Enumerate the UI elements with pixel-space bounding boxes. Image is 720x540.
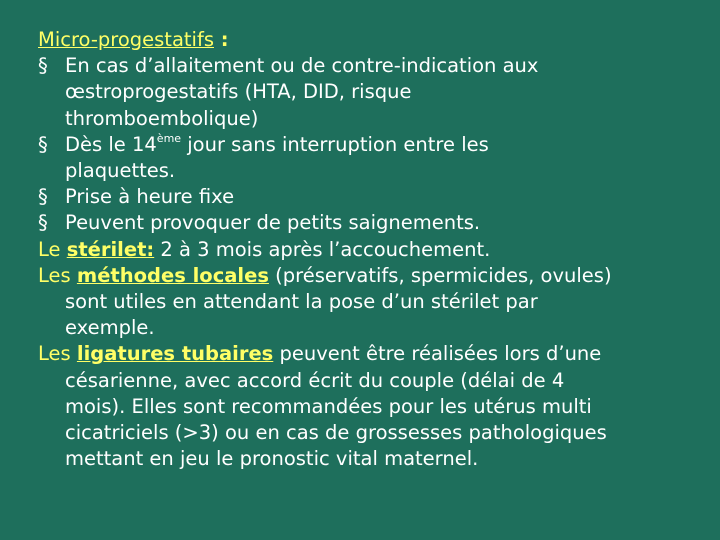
locales-text: (préservatifs, spermicides, ovules) <box>268 263 612 287</box>
heading-term: Micro-progestatifs <box>38 28 214 51</box>
bullet-text-line: thromboembolique) <box>65 106 259 130</box>
sterilet-paragraph <box>38 237 704 263</box>
bullet-text-line: En cas d’allaitement ou de contre-indication aux <box>65 54 539 78</box>
ligatures-text-line: mettant en jeu le pronostic vital maternel. <box>65 447 479 471</box>
bullet-item-saignements <box>38 210 704 236</box>
ligatures-tubaires-paragraph <box>38 341 704 472</box>
bullet-icon: § <box>38 54 48 78</box>
bullet-icon: § <box>38 132 48 156</box>
locales-term: méthodes locales <box>76 263 269 287</box>
sterilet-prefix: Le <box>38 237 67 261</box>
methodes-locales-paragraph <box>38 263 704 342</box>
micro-progestatifs-heading <box>38 27 704 53</box>
locales-prefix: Les <box>38 263 77 287</box>
locales-text-line: exemple. <box>65 316 155 340</box>
ligatures-text-line: cicatriciels (>3) ou en cas de grossesses pathologiques <box>65 421 607 445</box>
sterilet-text: 2 à 3 mois après l’accouchement. <box>154 237 491 261</box>
locales-text-line: sont utiles en attendant la pose d’un stérilet par <box>65 290 538 314</box>
bullet-text-line: Peuvent provoquer de petits saignements. <box>65 211 481 235</box>
ligatures-term: ligatures tubaires <box>76 342 274 366</box>
bullet-text-line: Prise à heure fixe <box>65 185 235 209</box>
bullet-icon: § <box>38 185 48 209</box>
bullet-item-14eme-jour <box>38 132 704 184</box>
bullet-item-heure-fixe <box>38 184 704 210</box>
bullet-text-line: plaquettes. <box>65 159 176 183</box>
bullet-text-sup: ème <box>156 131 182 145</box>
bullet-text-post: jour sans interruption entre les <box>181 132 489 156</box>
bullet-icon: § <box>38 211 48 235</box>
ligatures-text-line: césarienne, avec accord écrit du couple (délai de 4 <box>65 368 565 392</box>
ligatures-text: peuvent être réalisées lors d’une <box>273 342 602 366</box>
bullet-item-allaitement <box>38 53 704 132</box>
ligatures-prefix: Les <box>38 342 77 366</box>
heading-colon: : <box>214 28 229 51</box>
bullet-text-pre: Dès le 14 <box>65 132 157 156</box>
ligatures-text-line: mois). Elles sont recommandées pour les utérus multi <box>65 394 592 418</box>
bullet-text-line: œstroprogestatifs (HTA, DID, risque <box>65 80 412 104</box>
sterilet-term: stérilet: <box>66 237 155 261</box>
